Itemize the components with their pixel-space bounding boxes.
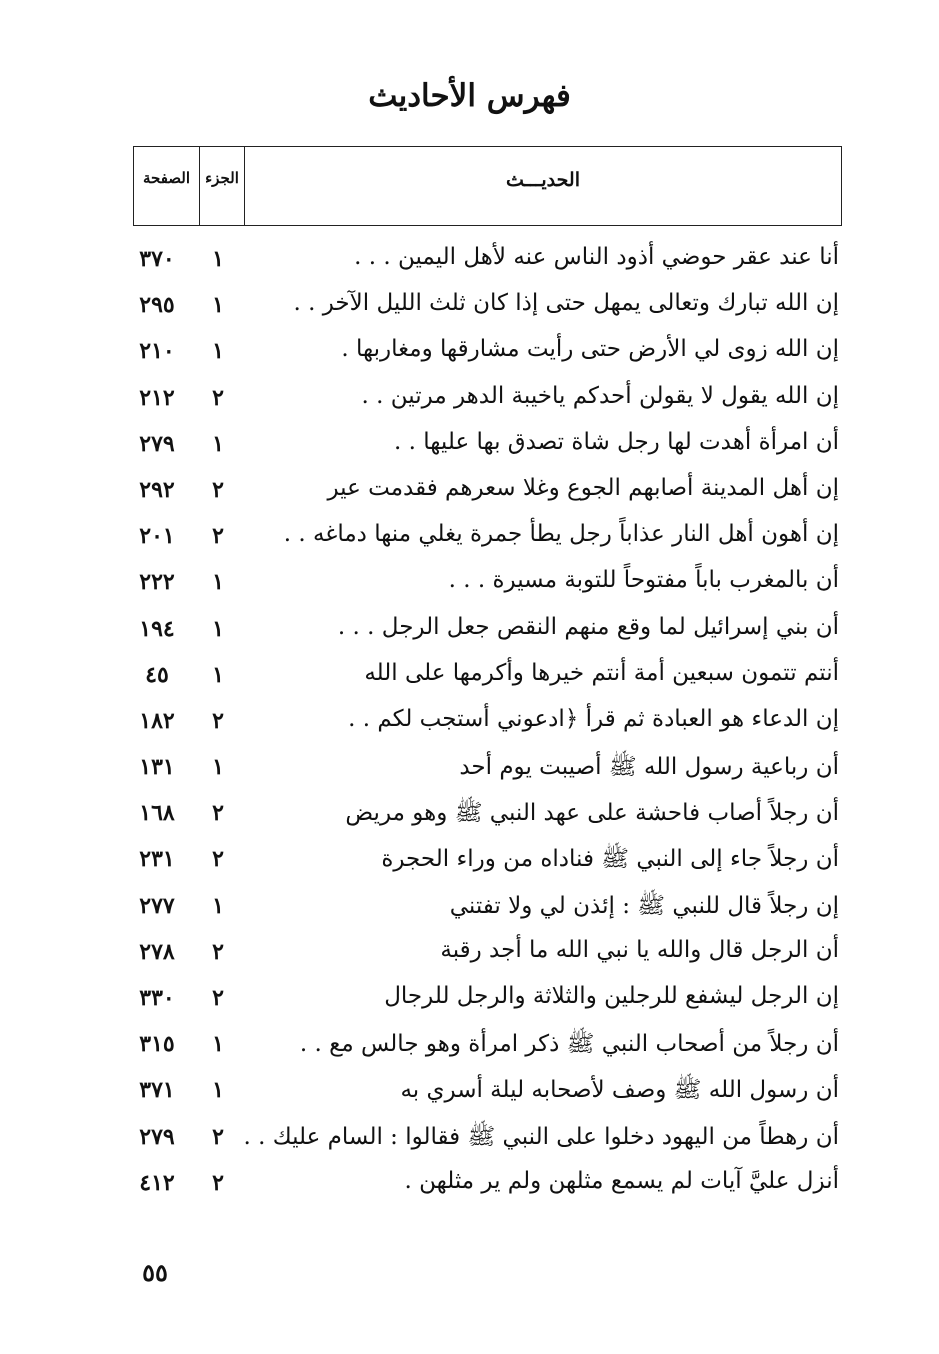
hadith-text: أنتم تتمون سبعين أمة أنتم خيرها وأكرمها على الله (364, 659, 839, 686)
hadith-text: إن أهون أهل النار عذاباً رجل يطأ جمرة يغلي منها دماغه . . (283, 521, 839, 548)
hadith-text: أن رجلاً من أصحاب النبي ﷺ ذكر امرأة وهو جالس مع . . (299, 1031, 839, 1058)
page-reference: ١٨٢ (139, 707, 175, 734)
juz-number: ٢ (212, 800, 224, 827)
juz-number: ٢ (212, 1123, 224, 1150)
page-reference: ٣١٥ (139, 1031, 175, 1058)
page-reference: ٢٧٨ (139, 938, 175, 965)
page-reference: ٣٧٠ (139, 246, 175, 272)
hadith-text: إن الله يقول لا يقولن أحدكم ياخيبة الدهر مرتين . . (361, 382, 839, 409)
hadith-text: أن رسول الله ﷺ وصف لأصحابه ليلة أسري به (400, 1077, 839, 1104)
page-reference: ٢٧٧ (139, 892, 175, 919)
page-reference: ٢٢٢ (139, 569, 175, 596)
page-reference: ١٦٨ (139, 800, 175, 827)
hadith-text: أن رجلاً أصاب فاحشة على عهد النبي ﷺ وهو مريض (345, 800, 839, 827)
juz-number: ١ (212, 338, 224, 365)
hadith-text: أن رجلاً جاء إلى النبي ﷺ فناداه من وراء الحجرة (381, 846, 839, 873)
juz-number: ٢ (212, 384, 224, 411)
table-row (0, 840, 939, 886)
page-reference: ٢٩٥ (139, 292, 175, 319)
table-row (0, 979, 939, 1025)
page-reference: ٢٣١ (139, 846, 175, 873)
hadith-text: أن رباعية رسول الله ﷺ أصيبت يوم أحد (459, 754, 839, 781)
table-row (0, 517, 939, 563)
juz-number: ١ (212, 892, 224, 919)
table-row (0, 240, 939, 286)
juz-number: ٢ (212, 1169, 224, 1196)
table-row (0, 1071, 939, 1117)
table-row (0, 425, 939, 471)
juz-number: ١ (212, 1077, 224, 1104)
table-row (0, 379, 939, 425)
juz-number: ٢ (212, 707, 224, 734)
table-row (0, 933, 939, 979)
juz-number: ١ (212, 1031, 224, 1058)
table-row (0, 1118, 939, 1164)
juz-number: ١ (212, 661, 224, 688)
page-reference: ٤١٢ (139, 1169, 175, 1196)
hadith-text: إن الله زوى لي الأرض حتى رأيت مشارقها ومغاربها . (341, 336, 839, 363)
table-row (0, 563, 939, 609)
hadith-text: أن بالمغرب باباً مفتوحاً للتوبة مسيرة . . . (448, 567, 839, 594)
hadith-text: إن رجلاً قال للنبي ﷺ : إئذن لي ولا تفتني (449, 892, 839, 919)
table-row (0, 286, 939, 332)
juz-number: ١ (212, 430, 224, 457)
hadith-index-list (0, 240, 939, 1210)
page-reference: ٣٣٠ (139, 985, 175, 1011)
hadith-text: أنزل عليَّ آيات لم يسمع مثلهن ولم ير مثلهن . (404, 1167, 839, 1194)
hadith-text: أنا عند عقر حوضي أذود الناس عنه لأهل اليمين . . . (354, 244, 839, 270)
page-number: ٥٥ (142, 1258, 168, 1287)
table-row (0, 1025, 939, 1071)
hadith-text: أن الرجل قال والله يا نبي الله ما أجد رقبة (440, 936, 839, 963)
page-reference: ٢٧٩ (139, 1123, 175, 1150)
page-reference: ٣٧١ (139, 1077, 175, 1104)
table-row (0, 702, 939, 748)
page-reference: ٢٧٩ (139, 430, 175, 457)
table-row (0, 610, 939, 656)
table-row (0, 748, 939, 794)
juz-number: ٢ (212, 476, 224, 503)
table-row (0, 332, 939, 378)
table-row (0, 887, 939, 933)
hadith-text: إن الرجل ليشفع للرجلين والثلاثة والرجل للرجال (384, 983, 839, 1009)
page-title: فهرس الأحاديث (368, 78, 571, 114)
hadith-text: أن بني إسرائيل لما وقع منهم النقص جعل الرجل . . . (337, 613, 839, 640)
page-reference: ٢٠١ (139, 523, 175, 550)
juz-number: ١ (212, 569, 224, 596)
page-reference: ٢١٠ (139, 338, 175, 365)
juz-number: ٢ (212, 846, 224, 873)
page-reference: ١٣١ (139, 754, 175, 781)
hadith-text: إن الدعاء هو العبادة ثم قرأ ﴿ادعوني أستجب لكم . . (348, 705, 839, 732)
juz-number: ١ (212, 292, 224, 319)
juz-number: ١ (212, 246, 224, 272)
page-reference: ١٩٤ (139, 615, 175, 642)
header-juz: الجزء (200, 147, 245, 225)
table-row (0, 656, 939, 702)
table-row (0, 1164, 939, 1210)
page-reference: ٢١٢ (139, 384, 175, 411)
juz-number: ٢ (212, 938, 224, 965)
table-row (0, 471, 939, 517)
hadith-text: إن الله تبارك وتعالى يمهل حتى إذا كان ثلث الليل الآخر . . (293, 290, 839, 317)
table-row (0, 794, 939, 840)
juz-number: ٢ (212, 985, 224, 1011)
header-page: الصفحة (134, 147, 200, 225)
page-reference: ٢٩٢ (139, 476, 175, 503)
juz-number: ١ (212, 754, 224, 781)
table-header (133, 146, 842, 226)
hadith-text: إن أهل المدينة أصابهم الجوع وغلا سعرهم فقدمت عير (327, 474, 839, 501)
juz-number: ١ (212, 615, 224, 642)
hadith-text: أن رهطاً من اليهود دخلوا على النبي ﷺ فقالوا : السام عليك . . (243, 1123, 839, 1150)
page-reference: ٤٥ (145, 661, 169, 688)
header-hadith: الحديـــث (506, 169, 580, 191)
hadith-text: أن امرأة أهدت لها رجل شاة تصدق بها عليها . . (394, 428, 839, 455)
juz-number: ٢ (212, 523, 224, 550)
